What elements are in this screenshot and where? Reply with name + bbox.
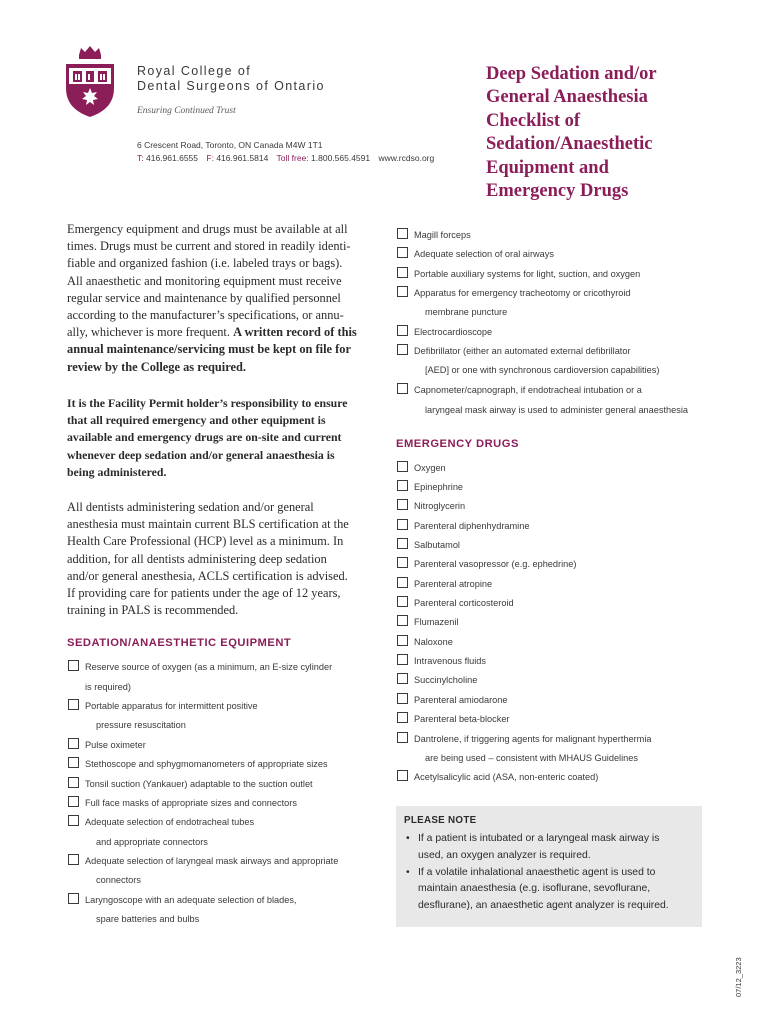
intro-bold-text: A written record of this: [233, 325, 357, 340]
checklist-item-label: is required): [85, 682, 131, 692]
contact-line: [137, 152, 434, 165]
title-line: Equipment and: [486, 157, 609, 178]
bullet-icon: •: [406, 833, 410, 844]
checklist-item-label: Tonsil suction (Yankauer) adaptable to the suction outlet: [85, 779, 313, 789]
checkbox-tracheotomy-apparatus[interactable]: [397, 286, 408, 297]
note-line: If a patient is intubated or a laryngeal mask airway is: [418, 833, 660, 844]
phone-number: 416.961.6555: [146, 153, 198, 163]
org-name-line1: Royal College of: [137, 64, 252, 78]
note-line: maintain anaesthesia (e.g. isoflurane, sevoflurane,: [418, 883, 651, 895]
checklist-item-label: Full face masks of appropriate sizes and connectors: [85, 798, 297, 808]
phone-label: T:: [137, 153, 144, 163]
title-line: General Anaesthesia: [486, 87, 648, 108]
certification-line: anesthesia must maintain current BLS certification at the: [67, 517, 349, 532]
checkbox-drug-amiodarone[interactable]: [397, 693, 408, 704]
website-link[interactable]: www.rcdso.org: [378, 153, 435, 163]
drug-item-label: Naloxone: [414, 637, 453, 647]
equipment-heading: SEDATION/ANAESTHETIC EQUIPMENT: [67, 637, 292, 649]
certification-line: All dentists administering sedation and/or general: [67, 500, 314, 514]
drug-item-label: Parenteral corticosteroid: [414, 598, 514, 608]
intro-line: [67, 341, 380, 358]
intro-line: according to the manufacturer’s specifications, or annu-: [67, 308, 344, 323]
drug-item-label: Salbutamol: [414, 540, 460, 550]
drug-item-label: Flumazenil: [414, 617, 459, 627]
drug-item-label: Succinylcholine: [414, 675, 478, 685]
checklist-item-label: connectors: [96, 875, 141, 885]
checklist-item-label: Adequate selection of oral airways: [414, 249, 554, 259]
checkbox-drug-salbutamol[interactable]: [397, 538, 408, 549]
drug-item-label: Dantrolene, if triggering agents for malignant hyperthermia: [414, 734, 652, 744]
rcdso-crest-logo: [64, 44, 116, 118]
checklist-item-label: Adequate selection of laryngeal mask airways and appropriate: [85, 856, 339, 866]
checklist-item-label: Portable apparatus for intermittent positive: [85, 701, 258, 711]
responsibility-line: whenever deep sedation and/or general anaesthesia is: [67, 447, 335, 462]
checkbox-drug-vasopressor[interactable]: [397, 557, 408, 568]
drug-item-label: Epinephrine: [414, 482, 464, 492]
drug-item-label: Parenteral diphenhydramine: [414, 521, 530, 531]
checkbox-drug-diphenhydramine[interactable]: [397, 519, 408, 530]
tollfree-number: 1.800.565.4591: [311, 153, 371, 163]
checklist-item-label: laryngeal mask airway is used to administer general anaesthesia: [425, 405, 689, 415]
drug-item-label: Oxygen: [414, 463, 446, 473]
checkbox-laryngeal-mask-airways[interactable]: [68, 854, 79, 865]
drug-item-label: Nitroglycerin: [414, 501, 466, 511]
intro-line: [67, 324, 380, 341]
intro-bold-text: review by the College as required.: [67, 359, 246, 374]
title-line: Checklist of: [486, 110, 581, 131]
checkbox-face-masks[interactable]: [68, 796, 79, 807]
organization-block: [137, 64, 325, 116]
checklist-item-label: Capnometer/capnograph, if endotracheal intubation or a: [414, 385, 642, 395]
note-line: desflurane), an anaesthetic agent analyzer is required.: [418, 900, 669, 912]
responsibility-line: It is the Facility Permit holder’s responsibility to ensure: [67, 396, 348, 410]
drug-item-label: Parenteral beta-blocker: [414, 714, 510, 724]
checkbox-electrocardioscope[interactable]: [397, 325, 408, 336]
drug-item-label: Acetylsalicylic acid (ASA, non-enteric coated): [414, 772, 599, 782]
checkbox-oral-airways[interactable]: [397, 247, 408, 258]
note-line: used, an oxygen analyzer is required.: [418, 849, 591, 861]
checkbox-magill-forceps[interactable]: [397, 228, 408, 239]
checkbox-stethoscope[interactable]: [68, 757, 79, 768]
checkbox-defibrillator[interactable]: [397, 344, 408, 355]
title-line: Deep Sedation and/or: [486, 64, 657, 84]
checkbox-auxiliary-systems[interactable]: [397, 267, 408, 278]
checkbox-capnometer[interactable]: [397, 383, 408, 394]
org-tagline: Ensuring Continued Trust: [137, 106, 236, 116]
fax-label: F:: [206, 153, 214, 163]
contact-block: [137, 139, 434, 165]
checklist-item-label: [AED] or one with synchronous cardioversion capabilities): [425, 365, 660, 375]
checklist-item-label: Portable auxiliary systems for light, suction, and oxygen: [414, 269, 641, 279]
checkbox-drug-flumazenil[interactable]: [397, 615, 408, 626]
checkbox-drug-beta-blocker[interactable]: [397, 712, 408, 723]
intro-line: Emergency equipment and drugs must be available at all: [67, 222, 348, 236]
checkbox-tonsil-suction[interactable]: [68, 777, 79, 788]
checkbox-drug-nitroglycerin[interactable]: [397, 499, 408, 510]
title-line: Emergency Drugs: [486, 181, 629, 202]
certification-line: training in PALS is recommended.: [67, 603, 239, 618]
note-list: [404, 831, 702, 915]
checkbox-drug-asa[interactable]: [397, 770, 408, 781]
checklist-item-label: and appropriate connectors: [96, 837, 208, 847]
checklist-item-label: spare batteries and bulbs: [96, 914, 200, 924]
note-line: If a volatile inhalational anaesthetic agent is used to: [418, 866, 656, 878]
intro-line: fiable and organized fashion (i.e. labeled trays or bags).: [67, 256, 343, 271]
checklist-item-label: Stethoscope and sphygmomanometers of appropriate sizes: [85, 759, 328, 769]
drug-item-label: Parenteral amiodarone: [414, 695, 508, 705]
responsibility-line: being administered.: [67, 464, 167, 479]
checkbox-drug-epinephrine[interactable]: [397, 480, 408, 491]
checkbox-drug-atropine[interactable]: [397, 577, 408, 588]
tollfree-label: Toll free:: [276, 153, 309, 163]
checkbox-drug-naloxone[interactable]: [397, 635, 408, 646]
checklist-item-label: membrane puncture: [425, 307, 508, 317]
responsibility-paragraph: [67, 395, 380, 481]
checkbox-laryngoscope[interactable]: [68, 893, 79, 904]
drug-item-label: Parenteral vasopressor (e.g. ephedrine): [414, 559, 577, 569]
checkbox-drug-iv-fluids[interactable]: [397, 654, 408, 665]
certification-line: If providing care for patients under the age of 12 years,: [67, 586, 341, 601]
note-item: [404, 865, 702, 915]
certification-line: and/or general anesthesia, ACLS certification is advised.: [67, 568, 348, 583]
certification-line: Health Care Professional (HCP) level as a minimum. In: [67, 534, 344, 549]
please-note-box: [396, 806, 702, 927]
intro-line: times. Drugs must be current and stored in readily identi-: [67, 239, 351, 254]
intro-line: regular service and maintenance by qualified personnel: [67, 290, 341, 305]
checkbox-pulse-oximeter[interactable]: [68, 738, 79, 749]
intro-regular-text: ally, whichever is more frequent.: [67, 325, 234, 340]
intro-bold-text: annual maintenance/servicing must be kept on file for: [67, 342, 351, 357]
bullet-icon: •: [406, 866, 410, 878]
checkbox-oxygen-reserve[interactable]: [68, 660, 79, 671]
drug-item-label: are being used – consistent with MHAUS Guidelines: [425, 753, 638, 763]
checklist-item-label: Laryngoscope with an adequate selection of blades,: [85, 895, 297, 905]
intro-paragraph: [67, 221, 380, 376]
checklist-item-label: Adequate selection of endotracheal tubes: [85, 817, 255, 827]
document-code: 07/12_3223: [734, 957, 743, 997]
title-line: Sedation/Anaesthetic: [486, 134, 653, 155]
checkbox-drug-dantrolene[interactable]: [397, 732, 408, 743]
checkbox-drug-corticosteroid[interactable]: [397, 596, 408, 607]
checklist-item-label: Apparatus for emergency tracheotomy or cricothyroid: [414, 288, 631, 298]
checkbox-portable-apparatus[interactable]: [68, 699, 79, 710]
checkbox-endotracheal-tubes[interactable]: [68, 815, 79, 826]
checklist-item-label: Magill forceps: [414, 230, 471, 240]
document-title: [486, 63, 736, 203]
checklist-item-label: Reserve source of oxygen (as a minimum, an E-size cylinder: [85, 662, 333, 672]
emergency-drugs-heading: EMERGENCY DRUGS: [396, 438, 519, 450]
checklist-item-label: Electrocardioscope: [414, 327, 493, 337]
responsibility-line: available and emergency drugs are on-site and current: [67, 430, 342, 445]
certification-paragraph: [67, 499, 380, 619]
certification-line: addition, for all dentists administering deep sedation: [67, 551, 327, 566]
street-address: 6 Crescent Road, Toronto, ON Canada M4W 1T1: [137, 140, 323, 150]
checklist-item-label: pressure resuscitation: [96, 720, 186, 730]
checkbox-drug-succinylcholine[interactable]: [397, 673, 408, 684]
intro-line: All anaesthetic and monitoring equipment must receive: [67, 273, 342, 288]
please-note-heading: PLEASE NOTE: [404, 815, 477, 826]
intro-line: [67, 359, 380, 376]
fax-number: 416.961.5814: [216, 153, 269, 163]
checklist-item-label: Pulse oximeter: [85, 740, 146, 750]
note-item: [404, 831, 702, 865]
checkbox-drug-oxygen[interactable]: [397, 461, 408, 472]
drug-item-label: Intravenous fluids: [414, 656, 487, 666]
drug-item-label: Parenteral atropine: [414, 579, 493, 589]
checklist-item-label: Defibrillator (either an automated external defibrillator: [414, 346, 631, 356]
org-name-line2: Dental Surgeons of Ontario: [137, 79, 325, 93]
responsibility-line: that all required emergency and other equipment is: [67, 413, 326, 428]
